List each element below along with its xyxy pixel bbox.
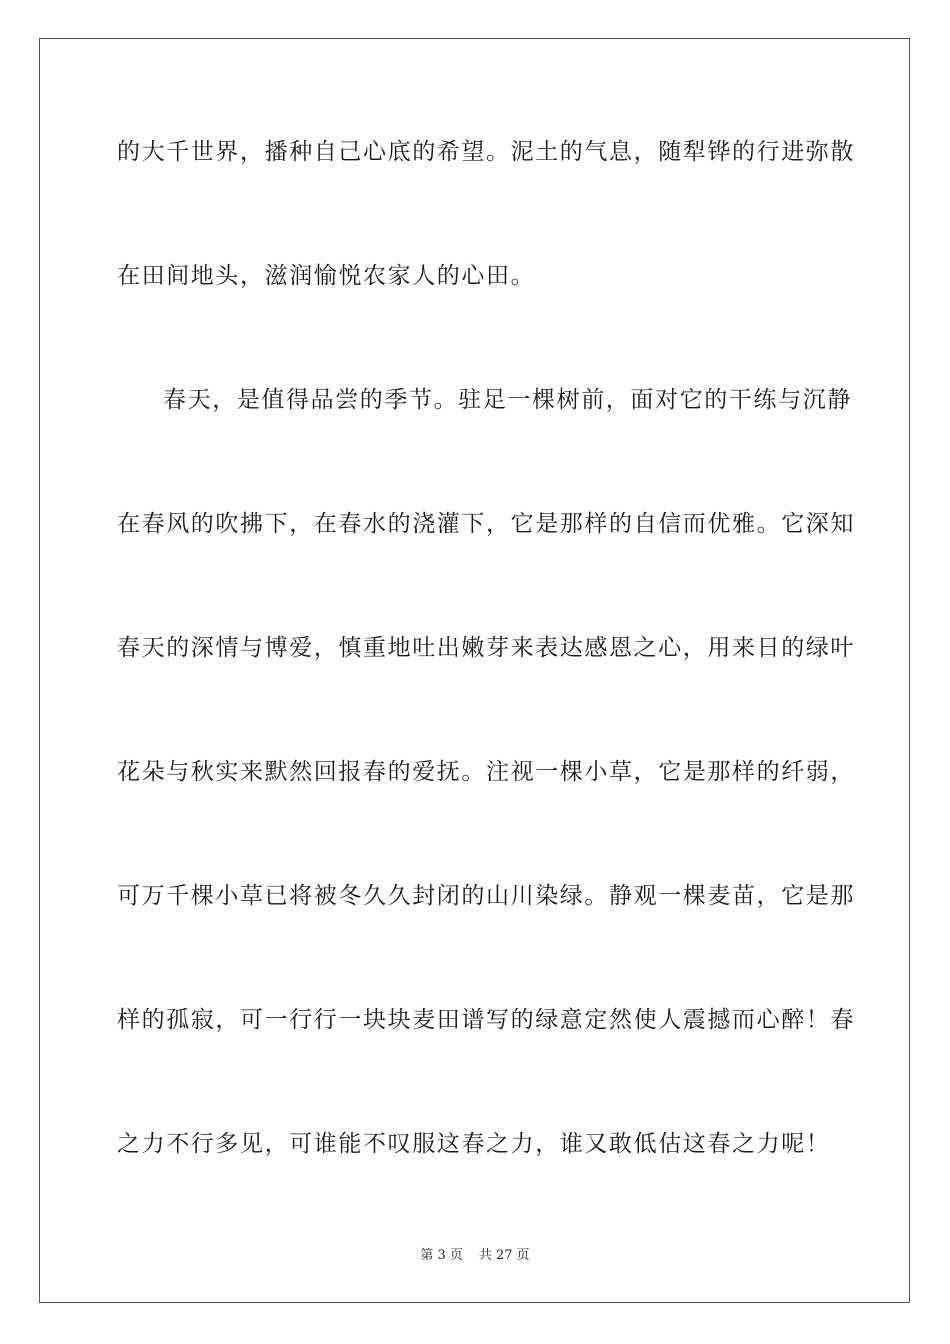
paragraph-line-3: 春天，是值得品尝的季节。驻足一棵树前，面对它的干练与沉静 <box>163 387 852 413</box>
total-pages: 共 27 页 <box>478 1248 530 1263</box>
paragraph-line-9: 之力不行多见，可谁能不叹服这春之力，谁又敢低估这春之力呢！ <box>117 1131 831 1157</box>
paragraph-line-1: 的大千世界，播种自己心底的希望。泥土的气息，随犁铧的行进弥散 <box>117 139 855 165</box>
paragraph-line-4: 在春风的吹拂下，在春水的浇灌下，它是那样的自信而优雅。它深知 <box>117 511 855 537</box>
paragraph-line-7: 可万千棵小草已将被冬久久封闭的山川染绿。静观一棵麦苗，它是那 <box>117 883 855 909</box>
page-number: 第 3 页 <box>420 1248 463 1263</box>
paragraph-line-5: 春天的深情与博爱，慎重地吐出嫩芽来表达感恩之心，用来日的绿叶 <box>117 635 855 661</box>
paragraph-line-2: 在田间地头，滋润愉悦农家人的心田。 <box>117 263 536 289</box>
paragraph-line-6: 花朵与秋实来默然回报春的爱抚。注视一棵小草，它是那样的纤弱， <box>117 759 855 785</box>
page-footer <box>0 1248 950 1264</box>
paragraph-line-8: 样的孤寂，可一行行一块块麦田谱写的绿意定然使人震撼而心醉！春 <box>117 1007 855 1033</box>
page-border <box>39 38 910 1303</box>
